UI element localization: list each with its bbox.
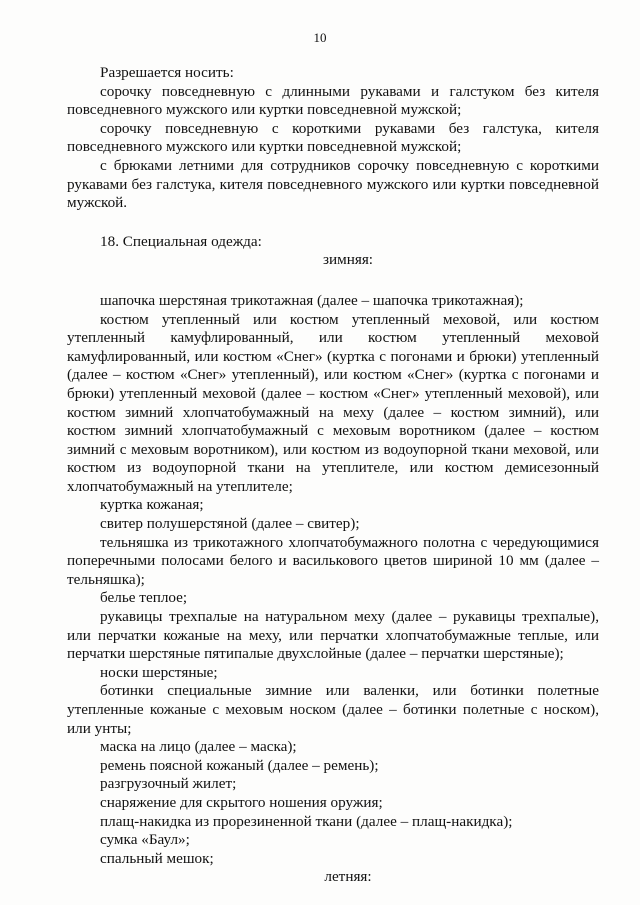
winter-item: куртка кожаная; xyxy=(100,496,204,514)
winter-item: сумка «Баул»; xyxy=(100,831,190,849)
allowed-item: с брюками летними для сотрудников сорочку повседневную с короткими рукавами без галстука, кителя повседневного мужского или куртки повседневной мужской. xyxy=(67,156,599,212)
winter-item: костюм утепленный или костюм утепленный меховой, или костюм утепленный камуфлированный, или костюм утепленный меховой камуфлированный, или костюм «Снег» (куртка с погонами и брюки) утепленный (далее – костюм «Снег» утепленный), или костюм «Снег» (куртка с погонами и брюки) утепленный меховой (далее – костюм «Снег» утепленный меховой), или костюм зимний хлопчатобумажный на меху (далее – костюм зимний), или костюм зимний хлопчатобумажный с меховым воротником (далее – костюм зимний с меховым воротником), или костюм из водоупорной ткани меховой, или костюм из водоупорной ткани на утеплителе, или костюм демисезонный хлопчатобумажный на утеплителе; xyxy=(67,310,599,495)
winter-item: спальный мешок; xyxy=(100,849,214,867)
winter-item: ботинки специальные зимние или валенки, или ботинки полетные утепленные кожаные с меховым носком (далее – ботинки полетные с носком), или унты; xyxy=(67,682,599,737)
summer-label: летняя: xyxy=(324,868,372,886)
section-18-heading: 18. Специальная одежда: xyxy=(100,232,262,250)
winter-item: снаряжение для скрытого ношения оружия; xyxy=(100,793,383,811)
winter-item: шапочка шерстяная трикотажная (далее – шапочка трикотажная); xyxy=(100,291,524,309)
document-body xyxy=(67,64,599,887)
winter-label: зимняя: xyxy=(322,251,374,269)
allowed-item: сорочку повседневную с короткими рукавами без галстука, кителя повседневного мужского или куртки повседневной мужской; xyxy=(67,119,599,156)
winter-item: маска на лицо (далее – маска); xyxy=(100,738,297,756)
winter-item: плащ-накидка из прорезиненной ткани (далее – плащ-накидка); xyxy=(100,812,513,830)
winter-item: рукавицы трехпалые на натуральном меху (далее – рукавицы трехпалые), или перчатки кожаные на меху, или перчатки хлопчатобумажные теплые, или перчатки шерстяные пятипалые двухслойные (далее – перчатки шерстяные); xyxy=(67,608,599,663)
allowed-heading: Разрешается носить: xyxy=(100,64,234,81)
allowed-item: сорочку повседневную с длинными рукавами и галстуком без кителя повседневного мужского или куртки повседневной мужской; xyxy=(67,82,599,119)
winter-item: белье теплое; xyxy=(100,589,188,607)
winter-item: носки шерстяные; xyxy=(100,663,218,681)
winter-item: разгрузочный жилет; xyxy=(100,775,237,793)
winter-item: свитер полушерстяной (далее – свитер); xyxy=(100,515,360,533)
page-number: 10 xyxy=(313,30,327,45)
winter-item: ремень поясной кожаный (далее – ремень); xyxy=(100,756,379,774)
winter-item: тельняшка из трикотажного хлопчатобумажного полотна с чередующимися поперечными полосами белого и василькового цветов шириной 10 мм (далее – тельняшка); xyxy=(67,533,599,588)
